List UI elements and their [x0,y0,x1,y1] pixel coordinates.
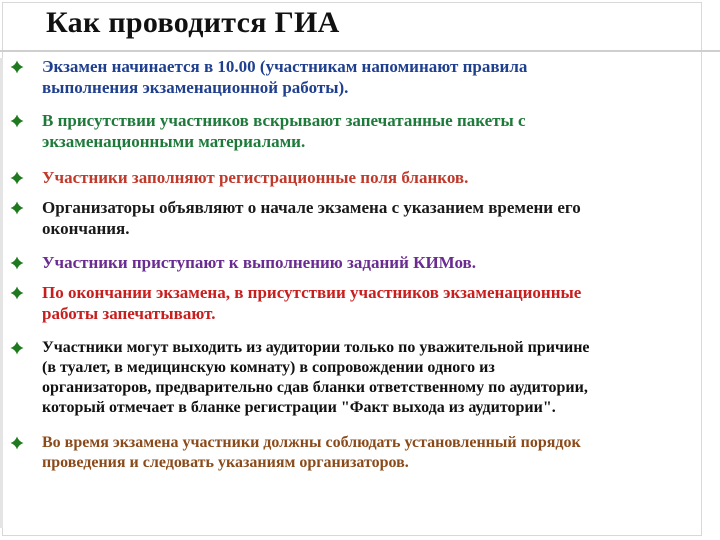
bullet-text-line: Участники заполняют регистрационные поля бланков. [42,168,469,187]
diamond-bullet-icon [10,60,24,74]
bullet-text-line: Участники могут выходить из аудитории только по уважительной причине [42,339,590,356]
diamond-bullet-icon [10,171,24,185]
bullet-text-line: Во время экзамена участники должны соблюдать установленный порядок [42,434,581,451]
diamond-bullet-icon [10,114,24,128]
bullet-text [42,282,718,324]
bullet-text [42,338,718,418]
bullet-text-line: Экзамен начинается в 10.00 (участникам напоминают правила [42,57,528,76]
bullet-text [42,252,718,273]
bullet-text-line: который отмечает в бланке регистрации "Факт выхода из аудитории". [42,399,556,416]
bullet-text-line: организаторов, предварительно сдав бланки ответственному по аудитории, [42,379,588,396]
bullet-text-line: проведения и следовать указаниям организаторов. [42,454,409,471]
bullet-text-line: окончания. [42,219,130,238]
bullet-text-line: Организаторы объявляют о начале экзамена с указанием времени его [42,198,581,217]
diamond-bullet-icon [10,341,24,355]
bullet-text [42,56,718,98]
bullet-text-line: экзаменационными материалами. [42,132,306,151]
bullet-text-line: (в туалет, в медицинскую комнату) в сопровождении одного из [42,359,495,376]
bullet-text [42,197,718,239]
bullet-text [42,433,718,473]
bullet-text [42,110,718,152]
slide-title: Как проводится ГИА [46,6,340,39]
diamond-bullet-icon [10,201,24,215]
diamond-bullet-icon [10,286,24,300]
diamond-bullet-icon [10,256,24,270]
diamond-bullet-icon [10,436,24,450]
bullet-text-line: выполнения экзаменационной работы). [42,78,349,97]
bullet-text-line: работы запечатывают. [42,304,216,323]
bullet-text-line: В присутствии участников вскрывают запечатанные пакеты с [42,111,526,130]
bullet-text-line: По окончании экзамена, в присутствии участников экзаменационные [42,283,582,302]
bullet-text-line: Участники приступают к выполнению заданий КИМов. [42,253,476,272]
bullet-text [42,167,718,188]
